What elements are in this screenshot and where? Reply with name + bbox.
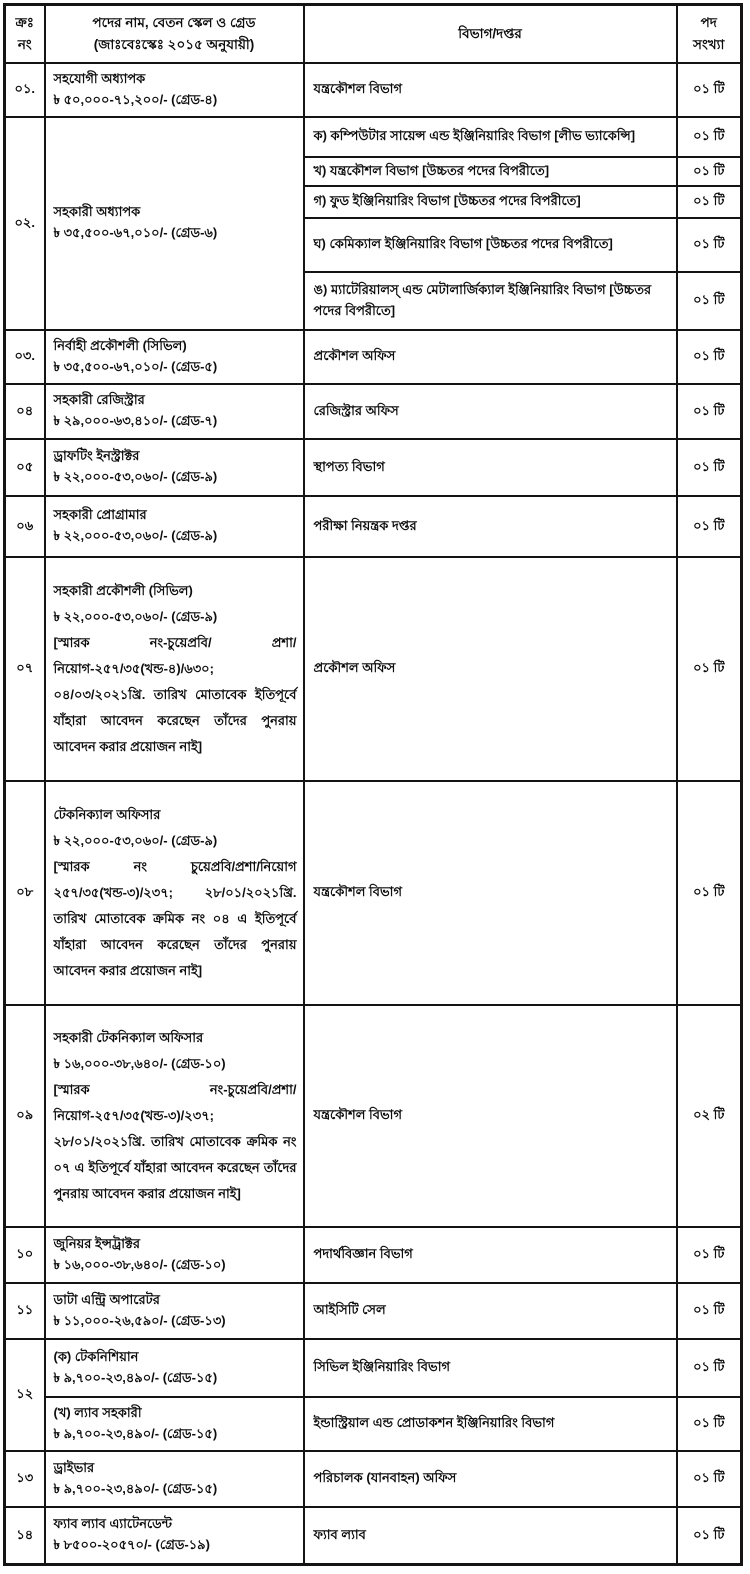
pay-scale: ৳ ৩৫,৫০০-৬৭,০১০/- (গ্রেড-৫) — [53, 358, 218, 374]
pay-scale: ৳ ১৬,০০০-৩৮,৬৪০/- (গ্রেড-১০) — [53, 1256, 226, 1272]
table-row — [5, 63, 742, 117]
post-name: ডাটা এন্ট্রি অপারেটর — [53, 1291, 160, 1307]
dept-cell: প্রকৌশল অফিস — [304, 557, 677, 781]
post-name: সহকারী প্রোগ্রামার — [53, 507, 147, 523]
table-row — [5, 1451, 742, 1507]
count-cell: ০১ টি — [677, 384, 742, 439]
count-cell: ০১ টি — [677, 330, 742, 384]
dept-cell: ফ্যাব ল্যাব — [304, 1507, 677, 1565]
table-row — [5, 1227, 742, 1283]
table-row — [5, 496, 742, 557]
table-row — [5, 117, 742, 157]
count-cell: ০১ টি — [677, 781, 742, 1005]
dept-cell: ক) কম্পিউটার সায়েন্স এন্ড ইঞ্জিনিয়ারিং বিভাগ [লীভ ভ্যাকেন্সি] — [304, 117, 677, 157]
header-count-line1: পদ — [700, 15, 717, 31]
count-cell: ০১ টি — [677, 496, 742, 557]
table-row — [5, 384, 742, 439]
memo-note: [স্মারক নং-চুয়েপ্রবি/প্রশা/নিয়োগ-২৫৭/৩৫(খন্ড-৩)/২৩৭; ২৮/০১/২০২১খ্রি. তারিখ মোতাবেক ক্রমিক নং ০৭ এ ইতিপূর্বে যাঁহারা আবেদন করেছেন তাঁদের পুনরায় আবেদন করার প্রয়োজন নাই] — [53, 1081, 297, 1201]
dept-cell: ঙ) ম্যাটেরিয়ালস্ এন্ড মেটালার্জিক্যাল ইঞ্জিনিয়ারিং বিভাগ [উচ্চতর পদের বিপরীতে] — [304, 272, 677, 330]
serial-cell: ১৩ — [5, 1451, 45, 1507]
count-cell: ০১ টি — [677, 1227, 742, 1283]
dept-cell: পরীক্ষা নিয়ন্ত্রক দপ্তর — [304, 496, 677, 557]
serial-cell: ০৭ — [5, 557, 45, 781]
post-cell — [45, 384, 304, 439]
post-name: টেকনিক্যাল অফিসার — [53, 806, 161, 822]
table-row — [5, 781, 742, 1005]
post-name: সহকারী অধ্যাপক — [53, 204, 141, 220]
count-cell: ০১ টি — [677, 1451, 742, 1507]
header-dept: বিভাগ/দপ্তর — [304, 5, 677, 63]
dept-cell: স্থাপত্য বিভাগ — [304, 439, 677, 496]
dept-cell: যন্ত্রকৌশল বিভাগ — [304, 781, 677, 1005]
count-cell: ০১ টি — [677, 117, 742, 157]
dept-cell: রেজিস্ট্রার অফিস — [304, 384, 677, 439]
header-serial: ক্রঃ নং — [5, 5, 45, 63]
pay-scale: ৳ ২৯,০০০-৬৩,৪১০/- (গ্রেড-৭) — [53, 413, 218, 428]
pay-scale: ৳ ২২,০০০-৫৩,০৬০/- (গ্রেড-৯) — [53, 469, 218, 484]
pay-scale: ৳ ৯,৭০০-২৩,৪৯০/- (গ্রেড-১৫) — [53, 1480, 218, 1496]
post-name: সহকারী প্রকৌশলী (সিভিল) — [53, 582, 193, 598]
serial-cell: ১২ — [5, 1339, 45, 1451]
post-cell — [45, 330, 304, 384]
memo-note: [স্মারক নং-চুয়েপ্রবি/ প্রশা/ নিয়োগ-২৫৭/৩৫(খন্ড-৪)/৬৩০; ০৪/০৩/২০২১খ্রি. তারিখ মোতাবেক ইতিপূর্বে যাঁহারা আবেদন করেছেন তাঁদের পুনরায় আবেদন করার প্রয়োজন নাই] — [53, 634, 297, 754]
post-cell — [45, 1339, 304, 1397]
dept-cell: যন্ত্রকৌশল বিভাগ — [304, 63, 677, 117]
pay-scale: ৳ ১১,০০০-২৬,৫৯০/- (গ্রেড-১৩) — [53, 1312, 226, 1328]
post-name: জুনিয়র ইন্সট্রাক্টর — [53, 1235, 141, 1251]
dept-cell: যন্ত্রকৌশল বিভাগ — [304, 1005, 677, 1227]
post-cell — [45, 1451, 304, 1507]
count-cell: ০১ টি — [677, 439, 742, 496]
dept-cell: সিভিল ইঞ্জিনিয়ারিং বিভাগ — [304, 1339, 677, 1397]
count-cell: ০১ টি — [677, 157, 742, 186]
dept-cell: আইসিটি সেল — [304, 1283, 677, 1339]
post-name: ড্রাইভার — [53, 1459, 95, 1475]
serial-cell: ০৫ — [5, 439, 45, 496]
serial-cell: ০৪ — [5, 384, 45, 439]
vacancy-table — [3, 3, 743, 1566]
header-post — [45, 5, 304, 63]
pay-scale: ৳ ৩৫,৫০০-৬৭,০১০/- (গ্রেড-৬) — [53, 225, 218, 240]
pay-scale: ৳ ৯,৭০০-২৩,৪৯০/- (গ্রেড-১৫) — [53, 1369, 218, 1385]
post-name: ফ্যাব ল্যাব এ্যাটেনডেন্ট — [53, 1516, 172, 1532]
post-name: ড্রাফটিং ইনস্ট্রাক্টর — [53, 448, 140, 464]
table-row — [5, 1283, 742, 1339]
pay-scale: ৳ ৯,৭০০-২৩,৪৯০/- (গ্রেড-১৫) — [53, 1425, 218, 1441]
pay-scale: ৳ ২২,০০০-৫৩,০৬০/- (গ্রেড-৯) — [53, 832, 218, 848]
post-name: সহকারী রেজিস্ট্রার — [53, 392, 145, 408]
count-cell: ০১ টি — [677, 557, 742, 781]
table-sub-row — [5, 1397, 742, 1451]
post-cell — [45, 1397, 304, 1451]
table-row — [5, 1339, 742, 1397]
count-cell: ০১ টি — [677, 186, 742, 218]
serial-cell: ০৩. — [5, 330, 45, 384]
count-cell: ০১ টি — [677, 63, 742, 117]
serial-cell: ০৯ — [5, 1005, 45, 1227]
serial-cell: ১০ — [5, 1227, 45, 1283]
count-cell: ০১ টি — [677, 1339, 742, 1397]
header-count-line2: সংখ্যা — [693, 36, 725, 52]
post-cell — [45, 496, 304, 557]
post-name: সহযোগী অধ্যাপক — [53, 70, 146, 86]
post-name: নির্বাহী প্রকৌশলী (সিভিল) — [53, 337, 187, 353]
post-cell — [45, 63, 304, 117]
dept-cell: পদার্থবিজ্ঞান বিভাগ — [304, 1227, 677, 1283]
post-cell — [45, 117, 304, 330]
serial-cell: ০২. — [5, 117, 45, 330]
pay-scale: ৳ ৫০,০০০-৭১,২০০/- (গ্রেড-৪) — [53, 91, 218, 107]
post-cell — [45, 1005, 304, 1227]
table-row — [5, 1507, 742, 1565]
post-name: সহকারী টেকনিক্যাল অফিসার — [53, 1029, 204, 1045]
table-row — [5, 557, 742, 781]
post-cell — [45, 439, 304, 496]
serial-cell: ১১ — [5, 1283, 45, 1339]
serial-cell: ০১. — [5, 63, 45, 117]
dept-cell: পরিচালক (যানবাহন) অফিস — [304, 1451, 677, 1507]
count-cell: ০১ টি — [677, 1397, 742, 1451]
count-cell: ০১ টি — [677, 1283, 742, 1339]
count-cell: ০১ টি — [677, 218, 742, 272]
serial-cell: ১৪ — [5, 1507, 45, 1565]
count-cell: ০২ টি — [677, 1005, 742, 1227]
post-name: (ক) টেকনিশিয়ান — [53, 1348, 139, 1364]
count-cell: ০১ টি — [677, 272, 742, 330]
header-count — [677, 5, 742, 63]
pay-scale: ৳ ১৬,০০০-৩৮,৬৪০/- (গ্রেড-১০) — [53, 1055, 226, 1071]
pay-scale: ৳ ২২,০০০-৫৩,০৬০/- (গ্রেড-৯) — [53, 528, 218, 543]
post-cell — [45, 1227, 304, 1283]
memo-note: [স্মারক নং চুয়েপ্রবি/প্রশা/নিয়োগ ২৫৭/৩৫(খন্ড-৩)/২৩৭; ২৮/০১/২০২১খ্রি. তারিখ মোতাবেক ক্রমিক নং ০৪ এ ইতিপূর্বে যাঁহারা আবেদন করেছেন তাঁদের পুনরায় আবেদন করার প্রয়োজন নাই] — [53, 858, 297, 978]
post-cell — [45, 557, 304, 781]
post-name: (খ) ল্যাব সহকারী — [53, 1404, 142, 1420]
header-post-line2: (জাঃবেঃস্কেঃ ২০১৫ অনুযায়ী) — [93, 36, 255, 52]
dept-cell: খ) যন্ত্রকৌশল বিভাগ [উচ্চতর পদের বিপরীতে] — [304, 157, 677, 186]
header-post-line1: পদের নাম, বেতন স্কেল ও গ্রেড — [92, 15, 256, 31]
dept-cell: ঘ) কেমিক্যাল ইঞ্জিনিয়ারিং বিভাগ [উচ্চতর পদের বিপরীতে] — [304, 218, 677, 272]
post-cell — [45, 1283, 304, 1339]
count-cell: ০১ টি — [677, 1507, 742, 1565]
post-cell — [45, 1507, 304, 1565]
serial-cell: ০৮ — [5, 781, 45, 1005]
dept-cell: গ) ফুড ইঞ্জিনিয়ারিং বিভাগ [উচ্চতর পদের বিপরীতে] — [304, 186, 677, 218]
dept-cell: প্রকৌশল অফিস — [304, 330, 677, 384]
table-row — [5, 1005, 742, 1227]
table-row — [5, 330, 742, 384]
header-row — [5, 5, 742, 63]
dept-cell: ইন্ডাস্ট্রিয়াল এন্ড প্রোডাকশন ইঞ্জিনিয়ারিং বিভাগ — [304, 1397, 677, 1451]
pay-scale: ৳ ৮৫০০-২০৫৭০/- (গ্রেড-১৯) — [53, 1537, 210, 1553]
post-cell — [45, 781, 304, 1005]
pay-scale: ৳ ২২,০০০-৫৩,০৬০/- (গ্রেড-৯) — [53, 608, 218, 624]
table-row — [5, 439, 742, 496]
serial-cell: ০৬ — [5, 496, 45, 557]
